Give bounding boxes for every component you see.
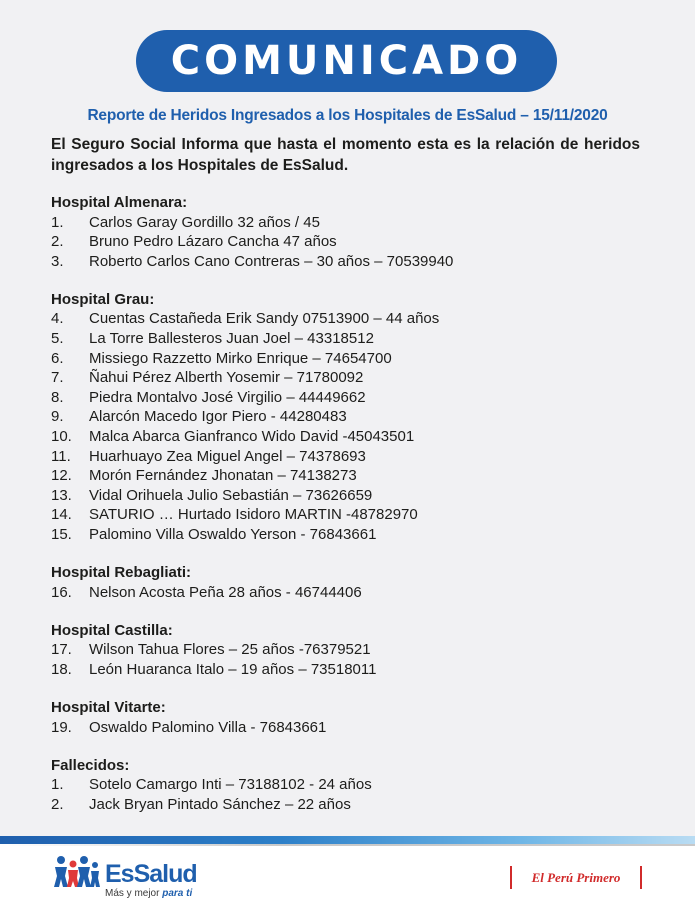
logo-name: EsSalud (105, 860, 197, 888)
list-item-number: 9. (51, 408, 64, 426)
list-item-number: 15. (51, 526, 72, 543)
list-item (51, 795, 651, 815)
list-item-text: Carlos Garay Gordillo 32 años / 45 (89, 213, 320, 231)
section-title: Hospital Castilla: (51, 621, 173, 639)
list-item (51, 775, 651, 795)
list-item-text: Vidal Orihuela Julio Sebastián – 73626659 (89, 486, 373, 504)
list-item (51, 505, 651, 525)
footer-stripe (0, 836, 695, 844)
logo-tagline-start: Más y mejor (105, 888, 160, 899)
list-item-number: 5. (51, 330, 64, 348)
intro-paragraph: El Seguro Social Informa que hasta el momento esta es la relación de heridos ingresados a los Hospitales de EsSalud. (51, 136, 640, 174)
list-item-text: León Huaranca Italo – 19 años – 73518011 (89, 660, 377, 678)
list-item (51, 349, 651, 369)
list-item (51, 660, 651, 680)
list-item-number: 7. (51, 369, 64, 387)
list-item-number: 16. (51, 583, 72, 601)
list-item (51, 252, 651, 272)
list-item-number: 11. (51, 447, 71, 465)
hospital-section (51, 193, 651, 271)
list-item-text: Jack Bryan Pintado Sánchez – 22 años (89, 795, 351, 813)
list-item-text: Oswaldo Palomino Villa - 76843661 (89, 718, 327, 736)
peru-primero-logo (510, 866, 642, 889)
title-banner (136, 30, 557, 92)
section-title: Hospital Vitarte: (51, 699, 166, 717)
hospital-section (51, 621, 651, 680)
list-item-text: Palomino Villa Oswaldo Yerson - 76843661 (89, 526, 377, 543)
list-item-text: Wilson Tahua Flores – 25 años -76379521 (89, 641, 371, 659)
list-item-text: Sotelo Camargo Inti – 73188102 - 24 años (89, 776, 372, 794)
list-item (51, 640, 651, 660)
list-item-text: Ñahui Pérez Alberth Yosemir – 71780092 (89, 369, 364, 387)
list-item (51, 427, 651, 447)
list-item (51, 407, 651, 427)
list-item (51, 309, 651, 329)
peru-primero-text: El Perú Primero (531, 869, 621, 885)
list-item (51, 368, 651, 388)
report-subtitle: Reporte de Heridos Ingresados a los Hospitales de EsSalud – 15/11/2020 (87, 107, 608, 124)
list-item-text: Morón Fernández Jhonatan – 74138273 (89, 467, 357, 485)
logo-tagline-emphasis: para ti (162, 888, 193, 899)
section-title: Hospital Rebagliati: (51, 564, 192, 582)
list-item-text: Bruno Pedro Lázaro Cancha 47 años (89, 233, 337, 251)
list-item-text: La Torre Ballesteros Juan Joel – 43318512 (89, 330, 374, 348)
section-title: Hospital Grau: (51, 290, 155, 308)
list-item-number: 12. (51, 467, 72, 485)
list-item-number: 6. (51, 349, 64, 367)
hospital-section (51, 290, 651, 545)
list-item-number: 10. (51, 428, 72, 446)
hospital-sections (51, 193, 651, 833)
list-item-number: 1. (51, 213, 64, 231)
list-item-text: SATURIO … Hurtado Isidoro MARTIN -48782970 (89, 506, 418, 524)
list-item (51, 486, 651, 506)
list-item-number: 18. (51, 660, 72, 678)
section-title: Fallecidos: (51, 756, 130, 774)
list-item-text: Nelson Acosta Peña 28 años - 46744406 (89, 583, 362, 601)
list-item (51, 583, 651, 603)
banner-title: COMUNICADO (170, 38, 523, 84)
list-item-text: Piedra Montalvo José Virgilio – 44449662 (89, 388, 366, 406)
hospital-section (51, 698, 651, 737)
list-item-text: Alarcón Macedo Igor Piero - 44280483 (89, 408, 347, 426)
list-item-number: 8. (51, 388, 64, 406)
family-icon (53, 854, 101, 888)
list-item-number: 19. (51, 718, 72, 736)
list-item (51, 388, 651, 408)
list-item (51, 329, 651, 349)
hospital-section (51, 756, 651, 815)
list-item-number: 2. (51, 233, 64, 251)
list-item-number: 17. (51, 641, 72, 659)
list-item-number: 2. (51, 795, 64, 813)
list-item-text: Missiego Razzetto Mirko Enrique – 74654700 (89, 349, 392, 367)
section-title: Hospital Almenara: (51, 194, 188, 211)
list-item-text: Roberto Carlos Cano Contreras – 30 años – 70539940 (89, 252, 454, 270)
list-item-text: Huarhuayo Zea Miguel Angel – 74378693 (89, 447, 366, 465)
logo-tagline (105, 888, 192, 899)
list-item-number: 3. (51, 252, 64, 270)
list-item (51, 718, 651, 738)
list-item (51, 466, 651, 486)
list-item-text: Cuentas Castañeda Erik Sandy 07513900 – 44 años (89, 310, 440, 328)
hospital-section (51, 563, 651, 602)
list-item (51, 447, 651, 467)
list-item-number: 13. (51, 486, 72, 504)
footer-divider (0, 844, 695, 846)
list-item (51, 213, 651, 233)
list-item (51, 232, 651, 252)
list-item-number: 1. (51, 776, 64, 794)
list-item-text: Malca Abarca Gianfranco Wido David -45043501 (89, 428, 415, 446)
list-item (51, 525, 651, 545)
list-item-number: 4. (51, 310, 64, 328)
list-item-number: 14. (51, 506, 72, 524)
